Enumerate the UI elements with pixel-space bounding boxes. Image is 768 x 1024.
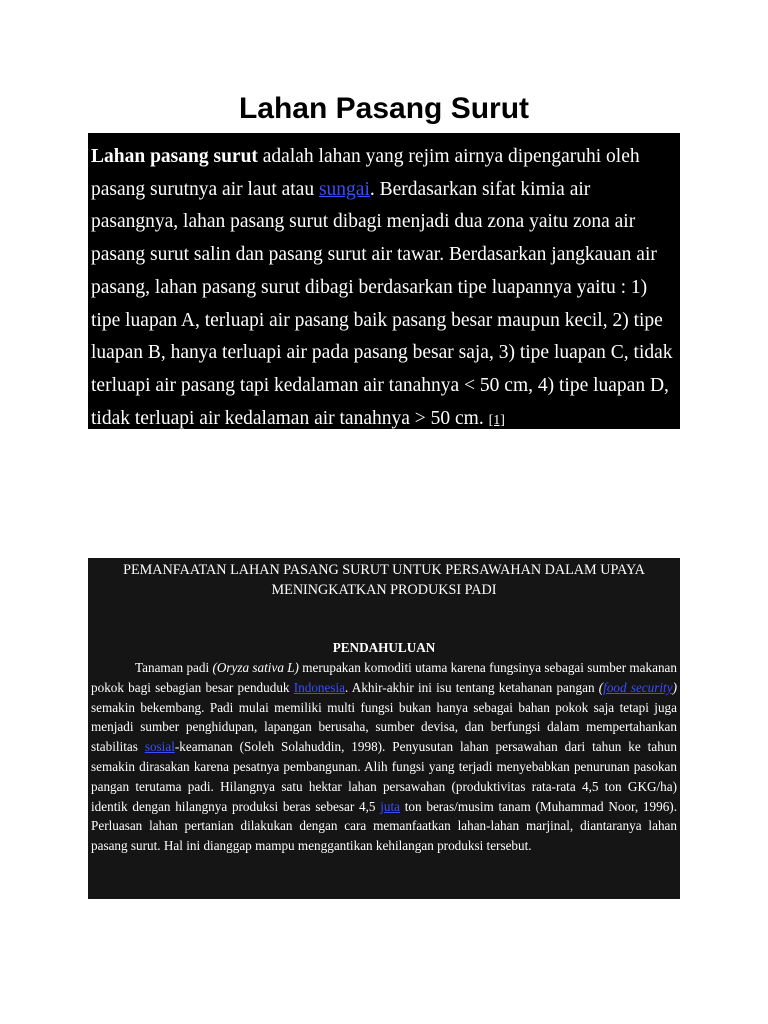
reference-link[interactable]: [1] xyxy=(488,412,505,428)
latin-name: (Oryza sativa L) xyxy=(212,660,299,675)
paragraph-text-4: semakin bekembang. Padi mulai memiliki multi fungsi bukan hanya sebagai bahan pokok saja tetapi juga menjadi sumber penghidupan, lapangan berusaha, sumber devisa, dan berfungsi dalam mempertahankan stabilitas xyxy=(91,699,677,755)
section-heading: PENDAHULUAN xyxy=(332,640,436,655)
article-panel xyxy=(88,558,680,899)
intro-paragraph xyxy=(91,658,677,856)
article-title: PEMANFAATAN LAHAN PASANG SURUT UNTUK PERSAWAHAN DALAM UPAYA MENINGKATKAN PRODUKSI PADI xyxy=(123,562,645,598)
paragraph-text-5: -keamanan (Soleh Solahuddin, 1998). Penyusutan lahan persawahan dari tahun ke tahun semakin dirasakan karena pesatnya pembangunan. Alih fungsi yang terjadi menyebabkan penurunan pasokan pangan terutama padi. Hilangnya satu hektar lahan persawahan (produktivitas rata-rata 4,5 ton GKG/ha) identik dengan hilangnya produksi beras sebesar 4,5 xyxy=(91,739,677,814)
page-title: Lahan Pasang Surut xyxy=(238,92,530,125)
paren-close: ) xyxy=(672,679,677,695)
link-food-security[interactable]: food security xyxy=(603,679,673,695)
definition-panel xyxy=(88,133,680,429)
paragraph-text-6: ton beras/musim tanam (Muhammad Noor, 1996). Perluasan lahan pertanian dilakukan dengan cara memanfaatkan lahan-lahan marjinal, diantaranya lahan pasang surut. Hal ini dianggap mampu menggantikan kehilangan produksi tersebut. xyxy=(91,798,677,854)
link-sungai[interactable]: sungai xyxy=(318,178,370,200)
paragraph-text-1: Tanaman padi xyxy=(135,660,213,675)
definition-text-part-2: . Berdasarkan sifat kimia air pasangnya, lahan pasang surut dibagi menjadi dua zona yaitu zona air pasang surut salin dan pasang surut air tawar. Berdasarkan jangkauan air pasang, lahan pasang surut dibagi berdasarkan tipe luapannya yaitu : 1) tipe luapan A, terluapi air pasang baik pasang besar maupun kecil, 2) tipe luapan B, hanya terluapi air pada pasang besar saja, 3) tipe luapan C, tidak terluapi air pasang tapi kedalaman air tanahnya < 50 cm, 4) tipe luapan D, tidak terluapi air kedalaman air tanahnya > 50 cm. xyxy=(91,178,673,429)
link-sosial[interactable]: sosial xyxy=(144,739,175,755)
link-juta[interactable]: juta xyxy=(380,798,400,814)
paragraph-text-2: merupakan komoditi utama karena fungsinya sebagai sumber makanan pokok bagi sebagian besar penduduk xyxy=(91,660,677,695)
paren-open: ( xyxy=(598,679,604,695)
definition-text-part-1: adalah lahan yang rejim airnya dipengaruhi oleh pasang surutnya air laut atau xyxy=(91,146,640,200)
paragraph-text-3: . Akhir-akhir ini isu tentang ketahanan pangan xyxy=(345,679,599,695)
defined-term: Lahan pasang surut xyxy=(91,146,258,167)
link-indonesia[interactable]: Indonesia xyxy=(293,679,346,695)
